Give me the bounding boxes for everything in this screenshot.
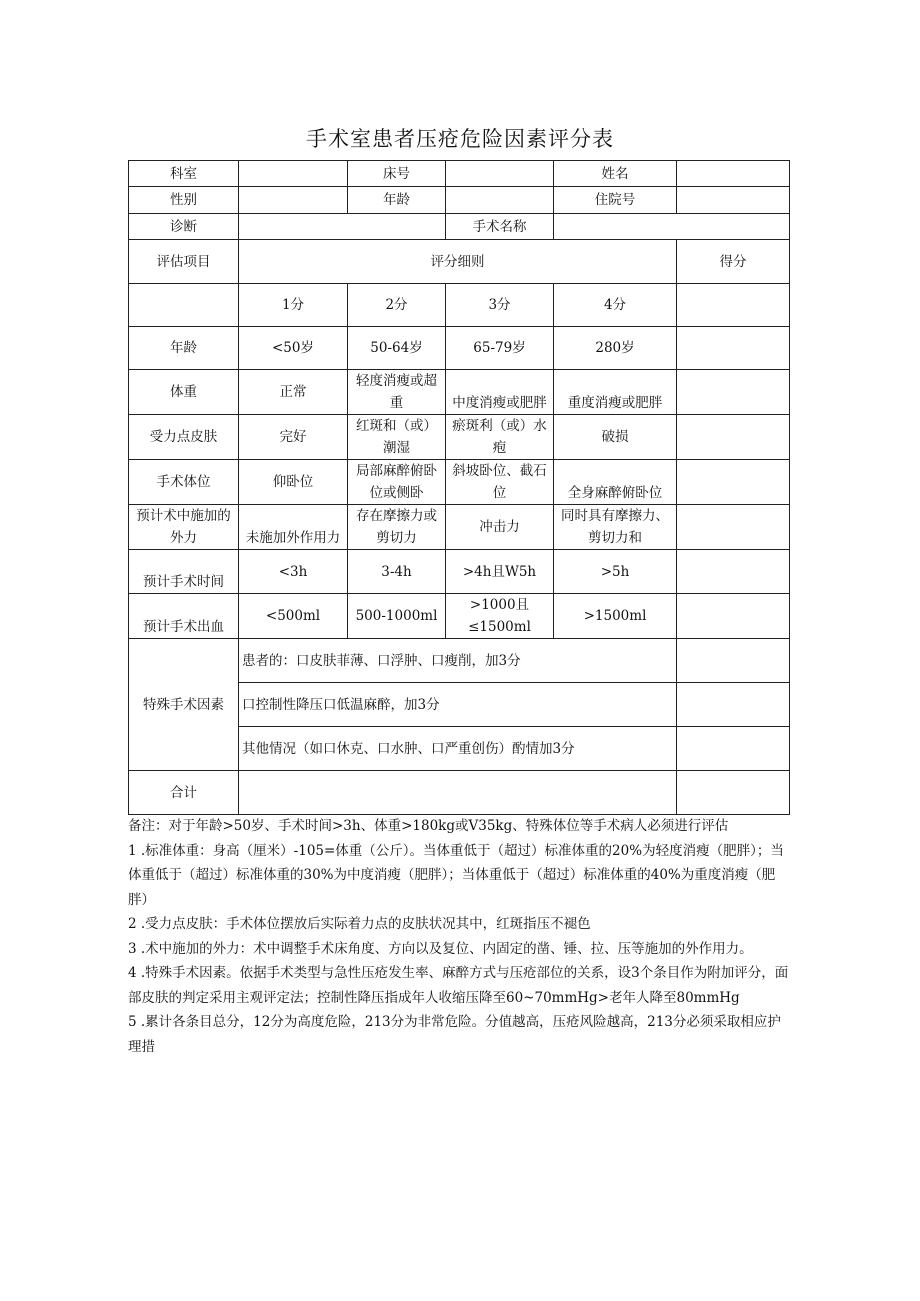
info-row bbox=[129, 187, 790, 214]
criteria-cell[interactable]: 轻度消瘦或超重 bbox=[348, 370, 446, 415]
row-label: 体重 bbox=[129, 370, 239, 415]
table-row bbox=[129, 460, 790, 505]
row-label: 预计术中施加的外力 bbox=[129, 505, 239, 550]
score-field[interactable] bbox=[677, 370, 790, 415]
table-head-row bbox=[129, 240, 790, 284]
total-field[interactable] bbox=[239, 771, 677, 815]
score-field[interactable] bbox=[677, 683, 790, 727]
score-field[interactable] bbox=[677, 639, 790, 683]
row-label: 手术体位 bbox=[129, 460, 239, 505]
surgery-name-field[interactable] bbox=[554, 214, 790, 240]
special-item[interactable]: 患者的：口皮肤菲薄、口浮肿、口瘦削，加3分 bbox=[239, 639, 677, 683]
score-levels-row bbox=[129, 284, 790, 327]
criteria-cell[interactable]: 局部麻醉俯卧位或侧卧 bbox=[348, 460, 446, 505]
assessment-table bbox=[128, 160, 790, 815]
bed-field[interactable] bbox=[446, 161, 554, 187]
bed-label: 床号 bbox=[348, 161, 446, 187]
table-row bbox=[129, 594, 790, 639]
table-row bbox=[129, 550, 790, 594]
note-paragraph: 2 .受力点皮肤：手术体位摆放后实际着力点的皮肤状况其中，红斑指压不褪色 bbox=[128, 916, 591, 932]
criteria-cell[interactable]: 280岁 bbox=[554, 327, 677, 370]
criteria-cell[interactable]: 中度消瘦或肥胖 bbox=[446, 370, 554, 415]
total-row bbox=[129, 771, 790, 815]
criteria-cell[interactable]: <50岁 bbox=[239, 327, 348, 370]
criteria-cell[interactable]: 同时具有摩擦力、剪切力和 bbox=[554, 505, 677, 550]
info-row bbox=[129, 161, 790, 187]
score-field[interactable] bbox=[677, 727, 790, 771]
surgery-name-label: 手术名称 bbox=[446, 214, 554, 240]
note-paragraph: 5 .累计各条目总分，12分为高度危险，213分为非常危险。分值越高，压疮风险越高，213分必须采取相应护理措 bbox=[128, 1014, 781, 1055]
note-paragraph: 3 .术中施加的外力：术中调整手术床角度、方向以及复位、内固定的凿、锤、拉、压等施加的外作用力。 bbox=[128, 940, 753, 957]
age-label: 年龄 bbox=[348, 187, 446, 214]
score-field[interactable] bbox=[677, 284, 790, 327]
special-item[interactable]: 口控制性降压口低温麻醉，加3分 bbox=[239, 683, 677, 727]
special-label: 特殊手术因素 bbox=[129, 639, 239, 771]
score-field[interactable] bbox=[677, 550, 790, 594]
total-label: 合计 bbox=[129, 771, 239, 815]
score-level: 4分 bbox=[554, 284, 677, 327]
gender-field[interactable] bbox=[239, 187, 348, 214]
empty-cell bbox=[129, 284, 239, 327]
criteria-cell[interactable]: 全身麻醉俯卧位 bbox=[554, 460, 677, 505]
total-score-field[interactable] bbox=[677, 771, 790, 815]
criteria-cell[interactable]: 正常 bbox=[239, 370, 348, 415]
notes-section bbox=[128, 814, 792, 1059]
note-paragraph: 4 .特殊手术因素。依据手术类型与急性压疮发生率、麻醉方式与压疮部位的关系，设3个条目作为附加评分，面部皮肤的判定采用主观评定法；控制性降压指成年人收缩压降至60~70mmHg>老年人降至80mmHg bbox=[128, 965, 789, 1006]
score-field[interactable] bbox=[677, 327, 790, 370]
criteria-cell[interactable]: 65-79岁 bbox=[446, 327, 554, 370]
score-field[interactable] bbox=[677, 505, 790, 550]
row-label: 预计手术出血 bbox=[129, 594, 239, 639]
criteria-cell[interactable]: >4h且W5h bbox=[446, 550, 554, 594]
score-level: 2分 bbox=[348, 284, 446, 327]
row-label: 受力点皮肤 bbox=[129, 415, 239, 460]
score-level: 1分 bbox=[239, 284, 348, 327]
note-paragraph: 1 .标准体重：身高（厘米）-105=体重（公斤）。当体重低于（超过）标准体重的20%为轻度消瘦（肥胖）；当体重低于（超过）标准体重的30%为中度消瘦（肥胖）；当体重低于（超过）标准体重的40%为重度消瘦（肥胖） bbox=[128, 842, 784, 908]
criteria-cell[interactable]: >1500ml bbox=[554, 594, 677, 639]
table-row bbox=[129, 415, 790, 460]
gender-label: 性别 bbox=[129, 187, 239, 214]
special-row bbox=[129, 639, 790, 683]
table-row bbox=[129, 327, 790, 370]
page-title: 手术室患者压疮危险因素评分表 bbox=[306, 127, 614, 151]
dept-label: 科室 bbox=[129, 161, 239, 187]
criteria-cell[interactable]: >5h bbox=[554, 550, 677, 594]
admission-field[interactable] bbox=[677, 187, 790, 214]
criteria-cell[interactable]: 瘀斑利（或）水疱 bbox=[446, 415, 554, 460]
criteria-cell[interactable]: 红斑和（或）潮湿 bbox=[348, 415, 446, 460]
table-row bbox=[129, 370, 790, 415]
table-row bbox=[129, 505, 790, 550]
name-label: 姓名 bbox=[554, 161, 677, 187]
age-field[interactable] bbox=[446, 187, 554, 214]
score-field[interactable] bbox=[677, 594, 790, 639]
criteria-cell[interactable]: 500-1000ml bbox=[348, 594, 446, 639]
criteria-cell[interactable]: 3-4h bbox=[348, 550, 446, 594]
info-row bbox=[129, 214, 790, 240]
score-level: 3分 bbox=[446, 284, 554, 327]
special-item[interactable]: 其他情况（如口休克、口水肿、口严重创伤）酌情加3分 bbox=[239, 727, 677, 771]
item-header: 评估项目 bbox=[129, 240, 239, 284]
criteria-cell[interactable]: <3h bbox=[239, 550, 348, 594]
score-header: 得分 bbox=[677, 240, 790, 284]
criteria-cell[interactable]: 50-64岁 bbox=[348, 327, 446, 370]
criteria-cell[interactable]: 冲击力 bbox=[446, 505, 554, 550]
criteria-cell[interactable]: 仰卧位 bbox=[239, 460, 348, 505]
name-field[interactable] bbox=[677, 161, 790, 187]
criteria-cell[interactable]: 存在摩擦力或剪切力 bbox=[348, 505, 446, 550]
note-paragraph: 备注：对于年龄>50岁、手术时间>3h、体重>180kg或V35kg、特殊体位等手术病人必须进行评估 bbox=[128, 818, 729, 834]
criteria-cell[interactable]: 破损 bbox=[554, 415, 677, 460]
score-field[interactable] bbox=[677, 460, 790, 505]
score-field[interactable] bbox=[677, 415, 790, 460]
criteria-cell[interactable]: 斜坡卧位、截石位 bbox=[446, 460, 554, 505]
criteria-cell[interactable]: >1000且≤1500ml bbox=[446, 594, 554, 639]
criteria-cell[interactable]: 完好 bbox=[239, 415, 348, 460]
criteria-header: 评分细则 bbox=[239, 240, 677, 284]
diagnosis-field[interactable] bbox=[239, 214, 446, 240]
dept-field[interactable] bbox=[239, 161, 348, 187]
diagnosis-label: 诊断 bbox=[129, 214, 239, 240]
row-label: 预计手术时间 bbox=[129, 550, 239, 594]
criteria-cell[interactable]: 未施加外作用力 bbox=[239, 505, 348, 550]
admission-label: 住院号 bbox=[554, 187, 677, 214]
criteria-cell[interactable]: 重度消瘦或肥胖 bbox=[554, 370, 677, 415]
row-label: 年龄 bbox=[129, 327, 239, 370]
criteria-cell[interactable]: <500ml bbox=[239, 594, 348, 639]
